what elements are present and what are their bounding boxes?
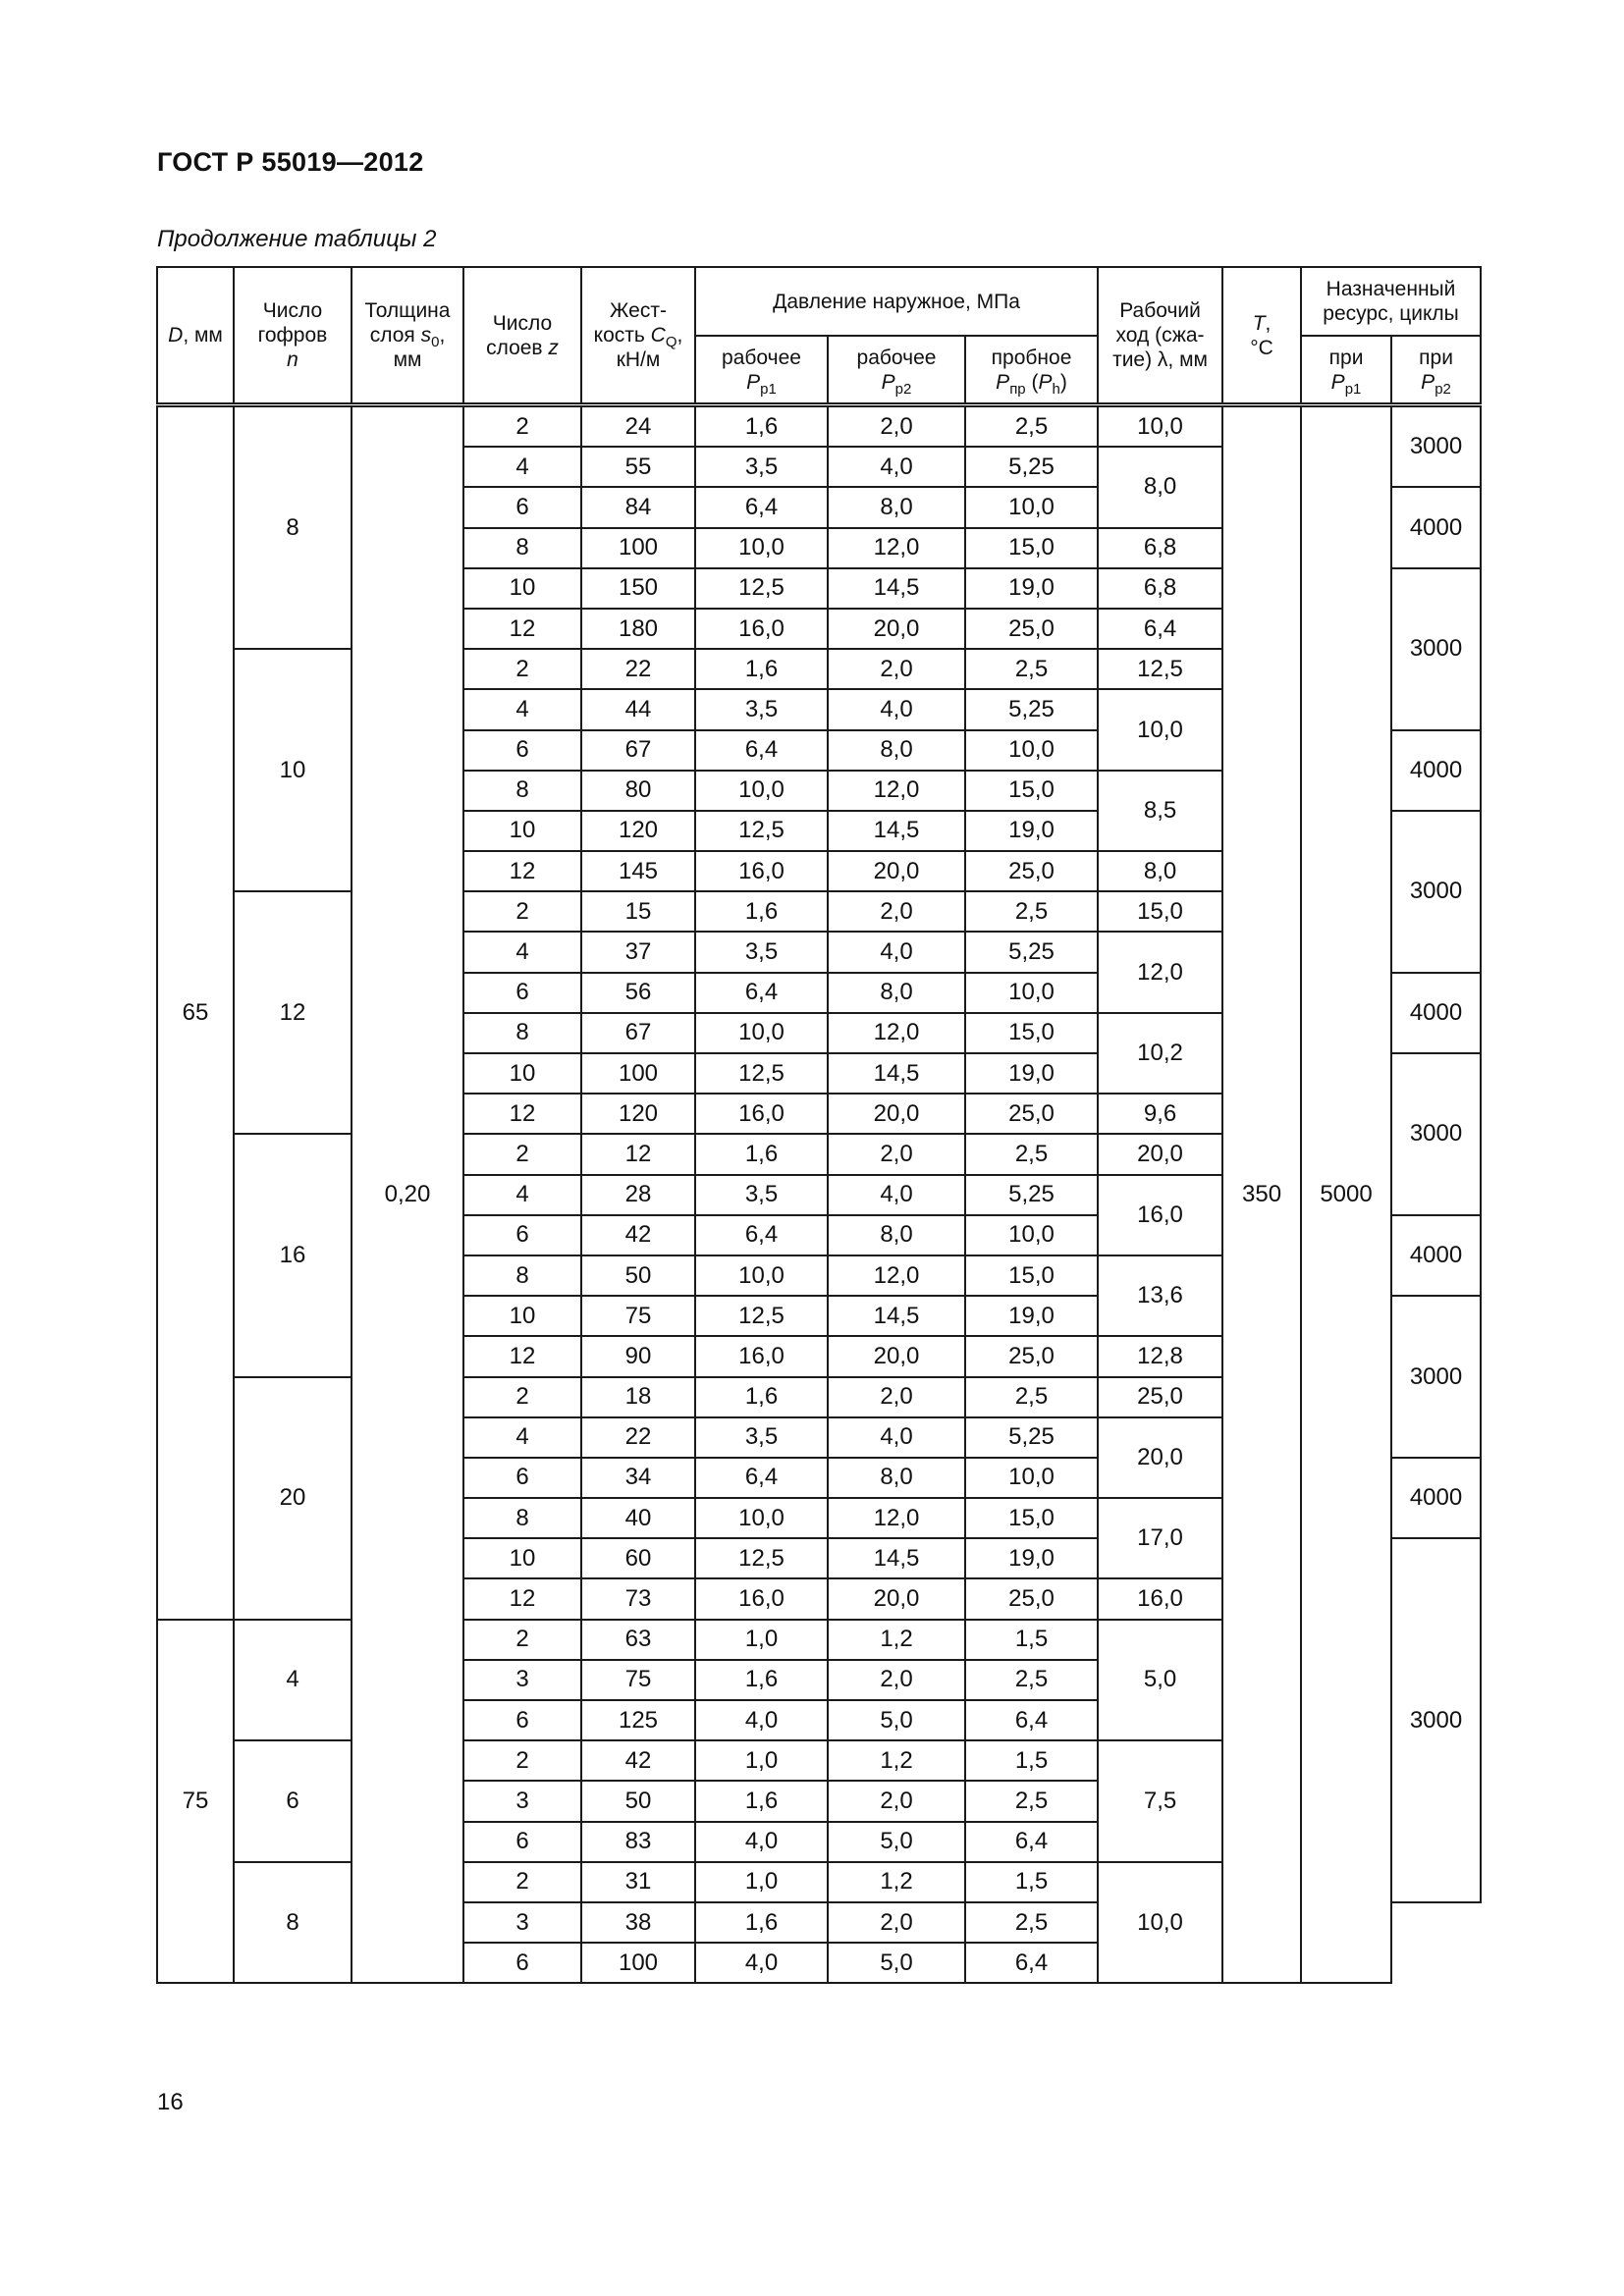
cell-working-p2: 4,0 [828, 932, 965, 972]
col-header-temperature: T, °C [1222, 267, 1301, 405]
cell-corrugations: 8 [234, 1862, 352, 1984]
cell-stiffness: 42 [581, 1740, 695, 1781]
cell-working-p2: 14,5 [828, 811, 965, 851]
cell-working-p1: 16,0 [695, 1094, 828, 1134]
cell-working-p2: 20,0 [828, 1578, 965, 1619]
cell-stiffness: 75 [581, 1660, 695, 1700]
cell-working-p2: 8,0 [828, 730, 965, 771]
cell-test-pressure: 19,0 [965, 1296, 1098, 1336]
cell-layers: 2 [463, 1377, 581, 1417]
cell-layers: 10 [463, 568, 581, 609]
cell-layers: 6 [463, 1700, 581, 1740]
cell-layers: 10 [463, 1538, 581, 1578]
cell-stiffness: 42 [581, 1215, 695, 1255]
cell-layers: 6 [463, 487, 581, 527]
cell-working-p2: 12,0 [828, 1013, 965, 1053]
cell-working-stroke: 6,8 [1098, 568, 1222, 609]
cell-test-pressure: 10,0 [965, 730, 1098, 771]
cell-test-pressure: 5,25 [965, 932, 1098, 972]
cell-working-p2: 5,0 [828, 1700, 965, 1740]
cell-working-p1: 16,0 [695, 1578, 828, 1619]
cell-working-stroke: 7,5 [1098, 1740, 1222, 1862]
cell-working-p1: 10,0 [695, 1013, 828, 1053]
cell-working-p2: 2,0 [828, 1134, 965, 1174]
cell-corrugations: 8 [234, 405, 352, 650]
cell-working-p2: 2,0 [828, 1377, 965, 1417]
cell-working-stroke: 16,0 [1098, 1175, 1222, 1255]
cell-working-p2: 2,0 [828, 1660, 965, 1700]
cell-diameter: 65 [157, 405, 234, 1620]
cell-resource-p2: 4000 [1391, 973, 1481, 1053]
document-header: ГОСТ Р 55019—2012 [157, 147, 424, 177]
cell-working-p1: 4,0 [695, 1822, 828, 1862]
cell-stiffness: 120 [581, 1094, 695, 1134]
cell-working-stroke: 6,8 [1098, 528, 1222, 568]
cell-stiffness: 31 [581, 1862, 695, 1902]
cell-resource-p2: 3000 [1391, 405, 1481, 488]
cell-stiffness: 60 [581, 1538, 695, 1578]
cell-working-p2: 1,2 [828, 1740, 965, 1781]
cell-working-p1: 12,5 [695, 568, 828, 609]
cell-working-p2: 2,0 [828, 1781, 965, 1821]
cell-working-stroke: 20,0 [1098, 1134, 1222, 1174]
cell-layers: 12 [463, 1094, 581, 1134]
cell-test-pressure: 1,5 [965, 1620, 1098, 1660]
cell-working-p1: 1,6 [695, 1134, 828, 1174]
cell-working-p1: 4,0 [695, 1943, 828, 1983]
cell-stiffness: 125 [581, 1700, 695, 1740]
cell-layers: 8 [463, 528, 581, 568]
cell-resource-p2: 3000 [1391, 1053, 1481, 1215]
page-number: 16 [157, 2089, 184, 2115]
cell-working-stroke: 17,0 [1098, 1498, 1222, 1578]
cell-test-pressure: 2,5 [965, 1660, 1098, 1700]
cell-working-stroke: 10,0 [1098, 689, 1222, 770]
cell-working-p1: 10,0 [695, 771, 828, 811]
cell-test-pressure: 5,25 [965, 447, 1098, 487]
cell-stiffness: 84 [581, 487, 695, 527]
cell-layers: 6 [463, 1458, 581, 1498]
col-header-working-p1: рабочее $P_{р1}$ [695, 336, 828, 405]
cell-resource-p2: 4000 [1391, 1215, 1481, 1296]
cell-working-stroke: 12,5 [1098, 649, 1222, 689]
cell-stiffness: 50 [581, 1255, 695, 1296]
cell-layers: 4 [463, 1417, 581, 1458]
cell-stiffness: 100 [581, 528, 695, 568]
cell-stiffness: 40 [581, 1498, 695, 1538]
cell-working-p1: 3,5 [695, 1175, 828, 1215]
cell-working-stroke: 25,0 [1098, 1377, 1222, 1417]
table-caption: Продолжение таблицы 2 [157, 226, 437, 252]
col-header-working-p2: рабочее $P_{р2}$ [828, 336, 965, 405]
cell-working-p1: 6,4 [695, 973, 828, 1013]
cell-stiffness: 145 [581, 851, 695, 891]
cell-layers: 12 [463, 1336, 581, 1376]
cell-working-stroke: 13,6 [1098, 1255, 1222, 1336]
cell-test-pressure: 15,0 [965, 1013, 1098, 1053]
cell-test-pressure: 25,0 [965, 1094, 1098, 1134]
cell-corrugations: 20 [234, 1377, 352, 1620]
cell-test-pressure: 25,0 [965, 851, 1098, 891]
cell-test-pressure: 15,0 [965, 771, 1098, 811]
cell-working-stroke: 8,0 [1098, 447, 1222, 527]
cell-working-p1: 16,0 [695, 609, 828, 649]
cell-working-p2: 12,0 [828, 1498, 965, 1538]
cell-stiffness: 67 [581, 730, 695, 771]
cell-working-p2: 14,5 [828, 1296, 965, 1336]
cell-layers: 8 [463, 771, 581, 811]
cell-layers: 3 [463, 1781, 581, 1821]
cell-layers: 6 [463, 973, 581, 1013]
cell-layers: 4 [463, 689, 581, 729]
cell-test-pressure: 2,5 [965, 1377, 1098, 1417]
cell-working-p2: 14,5 [828, 568, 965, 609]
cell-stiffness: 12 [581, 1134, 695, 1174]
cell-test-pressure: 1,5 [965, 1862, 1098, 1902]
cell-test-pressure: 6,4 [965, 1822, 1098, 1862]
cell-working-p1: 3,5 [695, 689, 828, 729]
cell-working-p2: 12,0 [828, 528, 965, 568]
cell-stiffness: 120 [581, 811, 695, 851]
cell-layers: 2 [463, 1862, 581, 1902]
cell-working-p2: 14,5 [828, 1538, 965, 1578]
col-header-corrugations: Число гофров n [234, 267, 352, 405]
cell-layers: 2 [463, 1620, 581, 1660]
cell-working-stroke: 5,0 [1098, 1620, 1222, 1741]
cell-test-pressure: 15,0 [965, 528, 1098, 568]
col-header-resource-p1: при $P_{р1}$ [1301, 336, 1391, 405]
cell-stiffness: 55 [581, 447, 695, 487]
cell-working-p1: 1,6 [695, 891, 828, 932]
cell-layers: 2 [463, 1134, 581, 1174]
cell-working-p1: 1,0 [695, 1740, 828, 1781]
cell-test-pressure: 10,0 [965, 487, 1098, 527]
cell-resource-p1: 5000 [1301, 405, 1391, 1984]
cell-stiffness: 22 [581, 649, 695, 689]
cell-resource-p2: 4000 [1391, 1458, 1481, 1538]
cell-working-p1: 1,0 [695, 1620, 828, 1660]
cell-working-p2: 2,0 [828, 405, 965, 448]
cell-corrugations: 16 [234, 1134, 352, 1376]
cell-working-p2: 20,0 [828, 851, 965, 891]
cell-working-p1: 16,0 [695, 1336, 828, 1376]
cell-test-pressure: 2,5 [965, 405, 1098, 448]
cell-stiffness: 100 [581, 1943, 695, 1983]
cell-test-pressure: 10,0 [965, 1458, 1098, 1498]
cell-test-pressure: 19,0 [965, 1053, 1098, 1094]
col-header-d: D, мм [157, 267, 234, 405]
cell-test-pressure: 19,0 [965, 811, 1098, 851]
cell-layers: 8 [463, 1013, 581, 1053]
cell-working-p1: 1,0 [695, 1862, 828, 1902]
cell-stiffness: 63 [581, 1620, 695, 1660]
cell-working-p2: 2,0 [828, 891, 965, 932]
cell-test-pressure: 2,5 [965, 649, 1098, 689]
cell-working-p2: 8,0 [828, 973, 965, 1013]
cell-working-p1: 3,5 [695, 447, 828, 487]
cell-stiffness: 44 [581, 689, 695, 729]
cell-test-pressure: 25,0 [965, 1578, 1098, 1619]
cell-resource-p2: 3000 [1391, 1538, 1481, 1902]
cell-stiffness: 38 [581, 1902, 695, 1943]
col-header-working-stroke: Рабочий ход (сжа- тие) λ, мм [1098, 267, 1222, 405]
cell-test-pressure: 25,0 [965, 609, 1098, 649]
cell-layers: 10 [463, 811, 581, 851]
cell-stiffness: 100 [581, 1053, 695, 1094]
cell-working-p1: 1,6 [695, 1377, 828, 1417]
col-header-test-pressure: пробное $P_{пр}$ $(P_h)$ [965, 336, 1098, 405]
table-row [157, 405, 1481, 448]
bellows-spec-table [156, 266, 1482, 1984]
cell-test-pressure: 15,0 [965, 1498, 1098, 1538]
cell-working-p2: 2,0 [828, 649, 965, 689]
col-header-external-pressure: Давление наружное, МПа [695, 267, 1098, 336]
cell-working-p2: 4,0 [828, 1175, 965, 1215]
cell-layers: 12 [463, 1578, 581, 1619]
cell-stiffness: 15 [581, 891, 695, 932]
cell-resource-p2: 4000 [1391, 487, 1481, 567]
cell-working-p1: 16,0 [695, 851, 828, 891]
cell-layers: 3 [463, 1660, 581, 1700]
cell-working-stroke: 16,0 [1098, 1578, 1222, 1619]
cell-stiffness: 67 [581, 1013, 695, 1053]
cell-working-p2: 1,2 [828, 1620, 965, 1660]
cell-diameter: 75 [157, 1620, 234, 1984]
cell-layers: 10 [463, 1053, 581, 1094]
cell-stiffness: 73 [581, 1578, 695, 1619]
cell-layers: 4 [463, 1175, 581, 1215]
cell-test-pressure: 10,0 [965, 1215, 1098, 1255]
cell-working-p2: 20,0 [828, 609, 965, 649]
cell-test-pressure: 2,5 [965, 1781, 1098, 1821]
cell-test-pressure: 19,0 [965, 1538, 1098, 1578]
cell-corrugations: 6 [234, 1740, 352, 1862]
cell-layers: 8 [463, 1255, 581, 1296]
cell-layers: 2 [463, 1740, 581, 1781]
cell-working-p1: 6,4 [695, 730, 828, 771]
cell-working-p1: 6,4 [695, 1458, 828, 1498]
cell-working-p1: 12,5 [695, 1538, 828, 1578]
cell-layers: 4 [463, 932, 581, 972]
cell-layers: 2 [463, 891, 581, 932]
cell-working-p2: 20,0 [828, 1094, 965, 1134]
cell-working-p2: 5,0 [828, 1943, 965, 1983]
cell-stiffness: 28 [581, 1175, 695, 1215]
cell-working-p1: 1,6 [695, 1902, 828, 1943]
cell-test-pressure: 2,5 [965, 1902, 1098, 1943]
cell-working-stroke: 6,4 [1098, 609, 1222, 649]
cell-stiffness: 83 [581, 1822, 695, 1862]
cell-working-p2: 4,0 [828, 1417, 965, 1458]
cell-stiffness: 56 [581, 973, 695, 1013]
cell-test-pressure: 5,25 [965, 689, 1098, 729]
cell-working-stroke: 10,2 [1098, 1013, 1222, 1094]
col-header-resource-p2: при $P_{р2}$ [1391, 336, 1481, 405]
cell-working-stroke: 8,0 [1098, 851, 1222, 891]
cell-layers: 6 [463, 1822, 581, 1862]
cell-resource-p2: 3000 [1391, 568, 1481, 730]
cell-test-pressure: 10,0 [965, 973, 1098, 1013]
cell-corrugations: 10 [234, 649, 352, 891]
cell-working-stroke: 20,0 [1098, 1417, 1222, 1498]
cell-test-pressure: 15,0 [965, 1255, 1098, 1296]
cell-stiffness: 50 [581, 1781, 695, 1821]
cell-working-p2: 14,5 [828, 1053, 965, 1094]
cell-working-p1: 10,0 [695, 528, 828, 568]
cell-resource-p2: 4000 [1391, 730, 1481, 811]
col-header-layer-thickness: Толщина слоя $s_0$, мм [352, 267, 463, 405]
cell-test-pressure: 5,25 [965, 1175, 1098, 1215]
cell-layers: 3 [463, 1902, 581, 1943]
cell-layers: 4 [463, 447, 581, 487]
col-header-layers: Число слоев z [463, 267, 581, 405]
col-header-stiffness: Жест- кость $C_Q$, кН/м [581, 267, 695, 405]
cell-working-stroke: 8,5 [1098, 771, 1222, 851]
cell-layers: 8 [463, 1498, 581, 1538]
cell-stiffness: 75 [581, 1296, 695, 1336]
cell-layers: 12 [463, 609, 581, 649]
cell-test-pressure: 1,5 [965, 1740, 1098, 1781]
cell-stiffness: 80 [581, 771, 695, 811]
cell-layers: 6 [463, 1215, 581, 1255]
cell-working-stroke: 9,6 [1098, 1094, 1222, 1134]
cell-layers: 2 [463, 649, 581, 689]
cell-working-p1: 6,4 [695, 487, 828, 527]
cell-corrugations: 4 [234, 1620, 352, 1741]
cell-working-p2: 8,0 [828, 1458, 965, 1498]
cell-working-p2: 12,0 [828, 771, 965, 811]
cell-test-pressure: 2,5 [965, 891, 1098, 932]
cell-layers: 12 [463, 851, 581, 891]
cell-stiffness: 180 [581, 609, 695, 649]
cell-working-p2: 8,0 [828, 1215, 965, 1255]
table-header [157, 267, 1481, 405]
cell-corrugations: 12 [234, 891, 352, 1134]
cell-working-stroke: 12,0 [1098, 932, 1222, 1012]
cell-working-p1: 6,4 [695, 1215, 828, 1255]
cell-layers: 2 [463, 405, 581, 448]
cell-working-stroke: 12,8 [1098, 1336, 1222, 1376]
cell-working-p1: 4,0 [695, 1700, 828, 1740]
cell-working-p1: 1,6 [695, 405, 828, 448]
cell-stiffness: 22 [581, 1417, 695, 1458]
cell-stiffness: 18 [581, 1377, 695, 1417]
cell-working-p1: 12,5 [695, 811, 828, 851]
cell-stiffness: 24 [581, 405, 695, 448]
cell-test-pressure: 6,4 [965, 1700, 1098, 1740]
cell-layers: 6 [463, 730, 581, 771]
cell-working-p1: 1,6 [695, 649, 828, 689]
cell-working-p1: 10,0 [695, 1498, 828, 1538]
cell-test-pressure: 2,5 [965, 1134, 1098, 1174]
cell-working-p1: 3,5 [695, 1417, 828, 1458]
cell-working-p2: 1,2 [828, 1862, 965, 1902]
cell-test-pressure: 19,0 [965, 568, 1098, 609]
cell-test-pressure: 5,25 [965, 1417, 1098, 1458]
cell-working-p2: 20,0 [828, 1336, 965, 1376]
cell-layer-thickness: 0,20 [352, 405, 463, 1984]
cell-working-p2: 4,0 [828, 689, 965, 729]
cell-working-p2: 2,0 [828, 1902, 965, 1943]
cell-resource-p2: 3000 [1391, 1296, 1481, 1458]
cell-layers: 10 [463, 1296, 581, 1336]
cell-test-pressure: 25,0 [965, 1336, 1098, 1376]
cell-stiffness: 150 [581, 568, 695, 609]
cell-layers: 6 [463, 1943, 581, 1983]
cell-working-p1: 3,5 [695, 932, 828, 972]
cell-working-stroke: 10,0 [1098, 1862, 1222, 1984]
cell-working-p2: 5,0 [828, 1822, 965, 1862]
cell-working-p1: 1,6 [695, 1781, 828, 1821]
cell-stiffness: 34 [581, 1458, 695, 1498]
cell-working-p1: 1,6 [695, 1660, 828, 1700]
cell-working-p1: 10,0 [695, 1255, 828, 1296]
cell-working-stroke: 10,0 [1098, 405, 1222, 448]
cell-working-p1: 12,5 [695, 1053, 828, 1094]
col-header-assigned-resource: Назначенный ресурс, циклы [1301, 267, 1481, 336]
cell-working-stroke: 15,0 [1098, 891, 1222, 932]
cell-working-p2: 12,0 [828, 1255, 965, 1296]
cell-working-p2: 4,0 [828, 447, 965, 487]
cell-stiffness: 37 [581, 932, 695, 972]
cell-working-p1: 12,5 [695, 1296, 828, 1336]
cell-working-p2: 8,0 [828, 487, 965, 527]
cell-test-pressure: 6,4 [965, 1943, 1098, 1983]
table-body [157, 405, 1481, 1984]
cell-stiffness: 90 [581, 1336, 695, 1376]
cell-temperature: 350 [1222, 405, 1301, 1984]
cell-resource-p2: 3000 [1391, 811, 1481, 973]
